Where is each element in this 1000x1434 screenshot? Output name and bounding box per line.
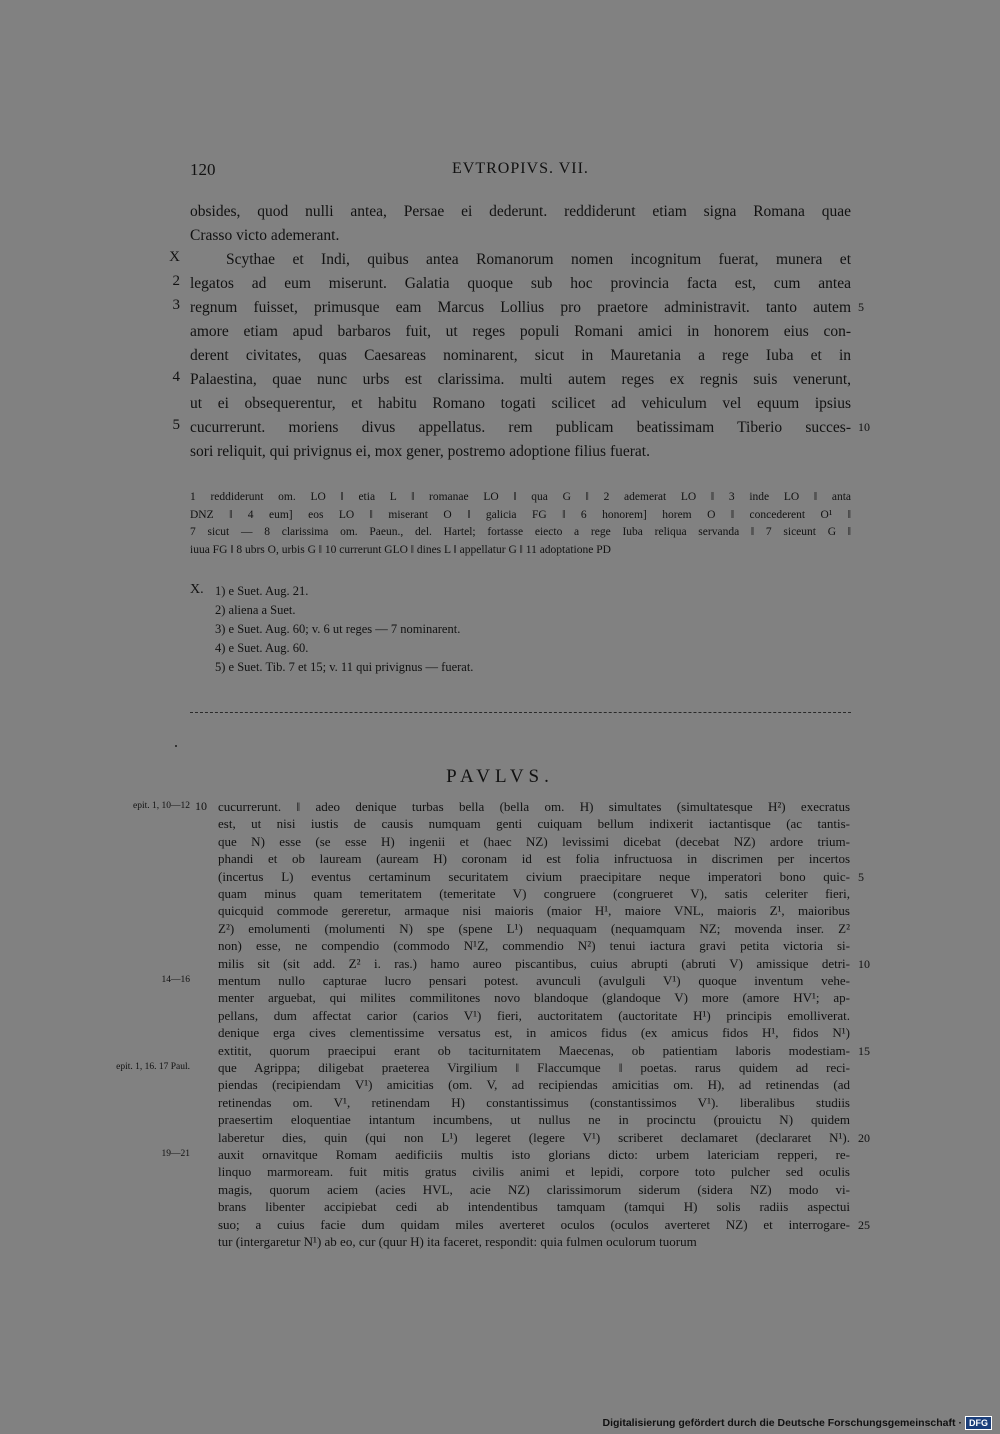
text-line: derent civitates, quas Caesareas nominarent, sicut in Mauretania a rege Iuba et in [190, 347, 851, 364]
line-number: 10 [858, 956, 870, 971]
paulus-line: auxit ornavitque Romam aedificiis multis isto glorians dicto: urbem latericiam repperi, re- [218, 1147, 850, 1162]
paulus-line: (incertus L) eventus certaminum securitatem civium praecipitare neque imperatori bono quic- [218, 868, 850, 884]
source-item: 3) e Suet. Aug. 60; v. 6 ut reges — 7 nominarent. [215, 622, 461, 636]
text-line: Scythae et Indi, quibus antea Romanorum nomen incognitum fuerat, munera et [226, 251, 851, 268]
footer-text: Digitalisierung gefördert durch die Deutsche Forschungsgemeinschaft [602, 1417, 956, 1429]
running-head: EVTROPIVS. VII. [452, 160, 589, 177]
paulus-line: piendas (recipiendam V¹) amicitias (om. V, ad recipiendas amicitias om. H), ad retinendas (ad [218, 1077, 850, 1093]
source-item: 1) e Suet. Aug. 21. [215, 584, 309, 598]
apparatus-line: 7 sicut — 8 clarissima om. Paeun., del. Hartel; fortasse eiecto a rege Iuba reliqua servanda ‖ 7 siceunt G ‖ [190, 526, 851, 538]
paulus-line: praesertim eloquentiae intantum incumbens, ut nullus ne in procinctu (prouictu N) quidem [218, 1112, 850, 1128]
text-line: Crasso victo ademerant. [190, 227, 340, 244]
paulus-line: denique erga cives clementissime versatus est, in amicos fidus (ex amicus fidos H¹, fidos N¹) [218, 1025, 850, 1041]
apparatus-line: iuua FG ‖ 8 ubrs O, urbis G ‖ 10 currerunt GLO ‖ dines L ‖ appellatur G ‖ 11 adoptatione PD [190, 543, 611, 556]
paulus-line: pellans, dum affectat carior (carios V¹) fieri, auctoritatem (auctoritate H¹) principis emolliverat. [218, 1007, 850, 1023]
line-number: 5 [858, 300, 864, 314]
paulus-line: tur (intergaretur N¹) ab eo, cur (quur H) ita faceret, respondit: quia fulmen oculorum tuorum [218, 1234, 697, 1249]
margin-reference: 19—21 [161, 1149, 190, 1159]
paulus-line: que Agrippa; diligebat praeterea Virgilium ‖ Flaccumque ‖ poetas. rarus quidem ad reci- [218, 1060, 850, 1075]
paulus-line: laberetur dies, quin (qui non L¹) legeret (legere V¹) scriberet declamaret (declararet N¹). [218, 1129, 850, 1145]
apparatus-line: DNZ ‖ 4 eum] eos LO ‖ miserant O ‖ galicia FG ‖ 6 honorem] horem O ‖ concederent O¹ ‖ [190, 508, 851, 521]
paulus-line: phandi et ob lauream (auream H) coronam id est folia infructuosa in discrimen per incertos [218, 851, 850, 867]
paulus-line: non) esse, ne compendio (commodo N¹Z, commendio N²) tenui iactura gravi petita victoria si- [218, 938, 850, 954]
paulus-line: retinendas om. V¹, retinendam H) constantissimus (constantissimos V¹). liberalibus studiis [218, 1094, 850, 1110]
source-item: 2) aliena a Suet. [215, 603, 296, 617]
text-line: Palaestina, quae nunc urbs est clarissima. multi autem reges ex regnis suis venerunt, [190, 371, 851, 388]
line-marker: 2 [172, 273, 180, 289]
stray-mark [175, 745, 177, 747]
section-divider [190, 712, 851, 714]
line-marker: X [169, 249, 180, 265]
line-number: 15 [858, 1043, 870, 1058]
margin-reference: epit. 1, 16. 17 Paul. [116, 1062, 190, 1072]
line-number: 20 [858, 1130, 870, 1145]
paulus-line: extitit, quorum praecipui erant ob taciturnitatem Maecenas, ob patientiam laboris modestiam- [218, 1042, 850, 1058]
line-marker: 5 [172, 417, 180, 433]
dfg-logo: DFG [965, 1416, 992, 1430]
paulus-line: Z²) emolumenti (molumenti N) spe (spene L¹) nequaquam (nequamquam NZ; movenda inser. Z² [218, 920, 850, 936]
paulus-line: suo; a cuius facie dum quidam miles averteret oculos (oculos averteret NZ) et interrogare- [218, 1216, 850, 1232]
footer-separator: · [958, 1417, 962, 1429]
line-number: 10 [195, 799, 207, 813]
text-line: regnum fuisset, primusque eam Marcus Lollius pro praetore administravit. tanto autem [190, 299, 851, 316]
text-line: ut ei obsequerentur, et habitu Romano togati scilicet ad vehiculum vel equum ipsius [190, 395, 851, 412]
footer-credit [603, 1416, 992, 1430]
paulus-line: est, ut nisi iustis de causis numquam genti cuiquam bellum indixerit iactantisque (ac tantis- [218, 816, 850, 832]
line-number: 25 [858, 1217, 870, 1232]
paulus-line: cucurrerunt. ‖ adeo denique turbas bella (bella om. H) simultates (simultatesque H²) execratus [218, 799, 850, 814]
paulus-line: brans libenter accipiebat cedi ab intendentibus tamquam (tamqui H) solis radiis aspectui [218, 1199, 850, 1215]
source-item: 5) e Suet. Tib. 7 et 15; v. 11 qui privignus — fuerat. [215, 660, 474, 674]
page-number: 120 [190, 160, 216, 179]
text-line: sori reliquit, qui privignus ei, mox gener, postremo adoptione filius fuerat. [190, 443, 650, 460]
paulus-line: linquo marmoream. fuit mitis gratus civilis animi et lepidi, corpore toto pulcher sed oculis [218, 1164, 850, 1180]
paulus-line: mentum nullo capturae lucro pensari potest. avunculi (avulguli V¹) quoque inventum vehe- [218, 973, 850, 988]
paulus-line: que N) esse (se esse H) ingenii et (haec NZ) levissimi dicebat (decebat NZ) ardore trium- [218, 833, 850, 849]
line-marker: 3 [172, 297, 180, 313]
paulus-line: milis sit (sit add. Z² i. ras.) hamo aureo piscantibus, cuius abrupti (abruti V) amissique detri- [218, 955, 850, 971]
margin-reference: epit. 1, 10—12 [133, 801, 190, 811]
text-line: amore etiam apud barbaros fuit, ut reges populi Romani amici in honorem eius con- [190, 323, 851, 340]
paulus-line: quam minus quam temeritatem (temeritate V) congruere (congrueret V), satis celeriter fieri, [218, 886, 850, 901]
margin-reference: 14—16 [161, 975, 190, 985]
text-line: cucurrerunt. moriens divus appellatus. rem publicam beatissimam Tiberio succes- [190, 419, 851, 436]
line-number: 10 [858, 420, 870, 434]
line-number: 5 [858, 869, 864, 884]
paulus-line: magis, quorum aciem (acies HVL, acie NZ) clarissimorum siderum (sidera NZ) modo vi- [218, 1181, 850, 1197]
paulus-line: menter arguebat, qui milites commilitones novo blandoque (glandoque V) more (amore HV¹; ap- [218, 990, 850, 1006]
apparatus-line: 1 reddiderunt om. LO ‖ etia L ‖ romanae LO ‖ qua G ‖ 2 ademerat LO ‖ 3 inde LO ‖ anta [190, 491, 851, 503]
text-line: legatos ad eum miserunt. Galatia quoque sub hoc provincia facta est, cum antea [190, 275, 851, 292]
source-item: 4) e Suet. Aug. 60. [215, 641, 309, 655]
paulus-line: quicquid commode gereretur, armaque nisi maioris (maior H¹, maiore VNL, maioris Z¹, maioribus [218, 903, 850, 919]
paulus-title: PAVLVS. [446, 766, 554, 787]
line-marker: 4 [172, 369, 180, 385]
text-line: obsides, quod nulli antea, Persae ei dederunt. reddiderunt etiam signa Romana quae [190, 203, 851, 220]
sources-label: X. [190, 582, 204, 597]
